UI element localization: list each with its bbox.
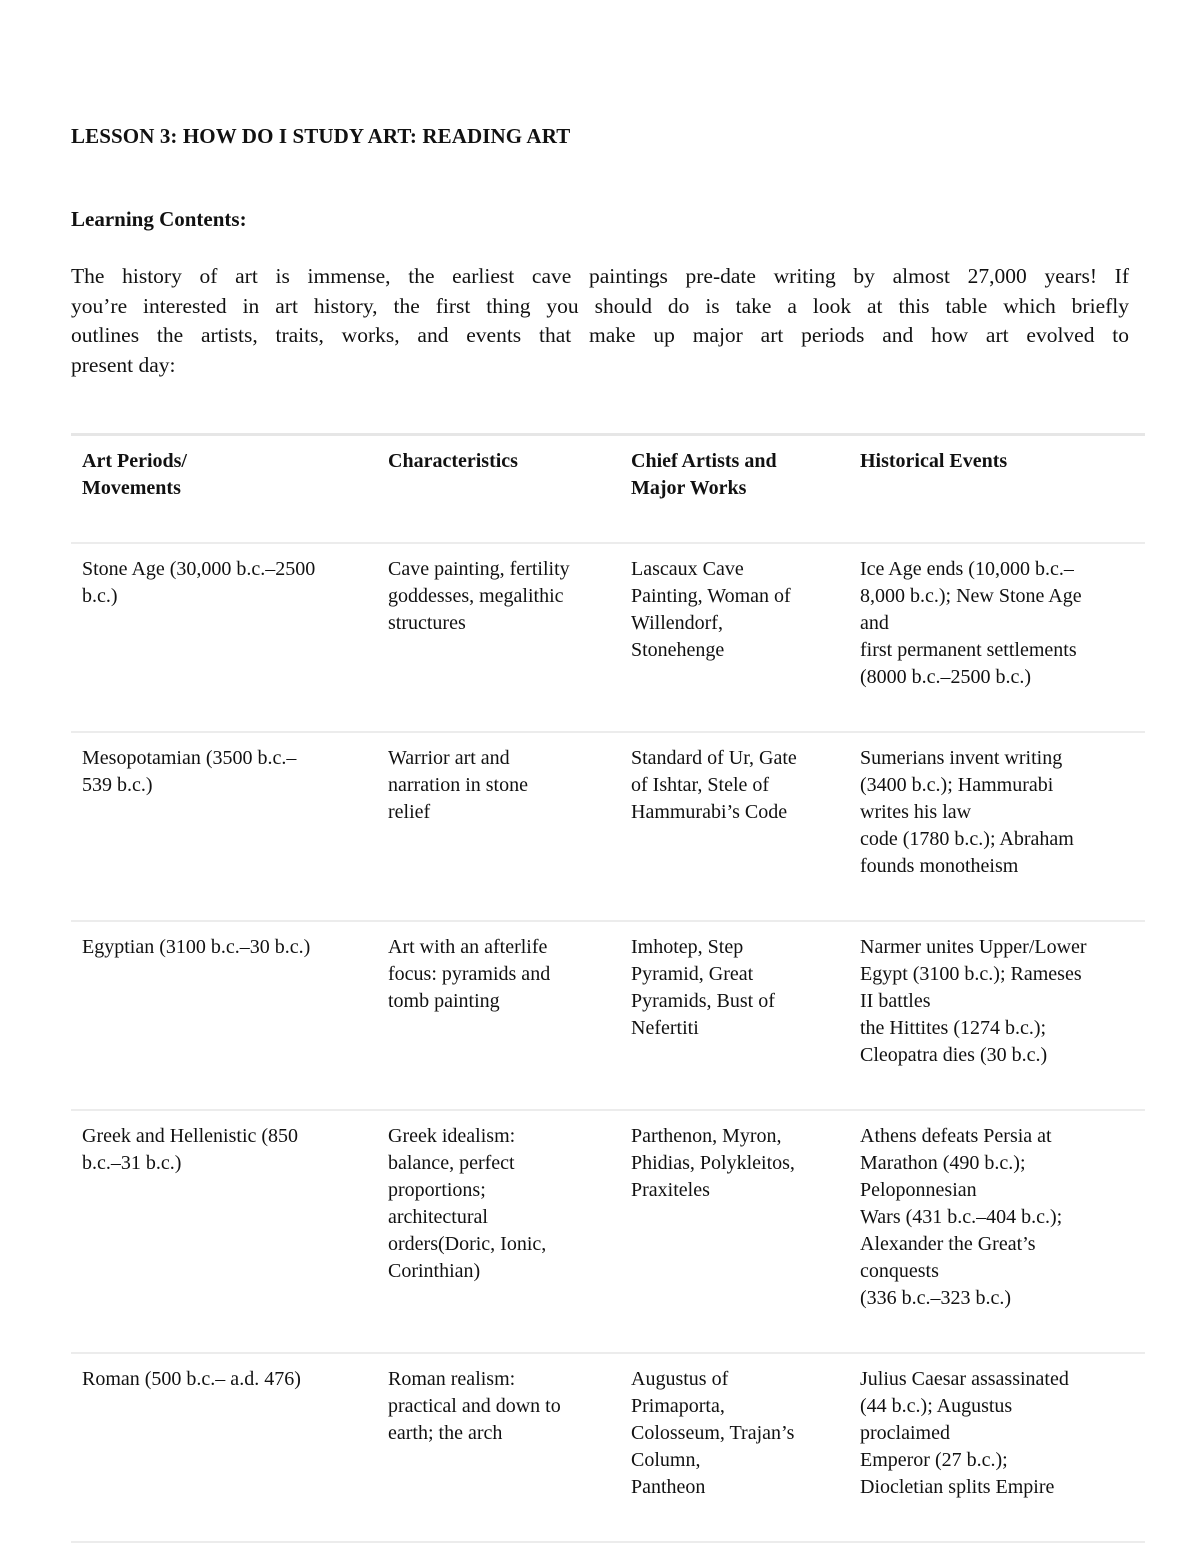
cell-line: Diocletian splits Empire [860,1476,1055,1498]
header-chief-artists [620,436,849,542]
cell-line: Roman realism: [388,1368,516,1390]
cell-line: the Hittites (1274 b.c.); [860,1017,1047,1039]
cell-works [620,733,849,920]
cell-events [849,922,1145,1109]
cell-line: (44 b.c.); Augustus [860,1395,1013,1417]
cell-period [71,1111,377,1352]
cell-line: goddesses, megalithic [388,585,564,607]
cell-line: Mesopotamian (3500 b.c.– [82,747,297,769]
cell-line: first permanent settlements [860,639,1077,661]
cell-line: Roman (500 b.c.– a.d. 476) [82,1368,301,1390]
cell-line: Pyramids, Bust of [631,990,775,1012]
cell-works [620,1111,849,1352]
cell-line: Cleopatra dies (30 b.c.) [860,1044,1048,1066]
table-row [71,1111,1145,1354]
cell-period [71,544,377,731]
cell-line: Narmer unites Upper/Lower [860,936,1087,958]
cell-line: Praxiteles [631,1179,710,1201]
cell-line: Colosseum, Trajan’s [631,1422,795,1444]
cell-line: practical and down to [388,1395,561,1417]
cell-characteristics [377,922,620,1109]
header-historical-events [849,436,1145,542]
cell-line: Warrior art and [388,747,510,769]
cell-line: founds monotheism [860,855,1019,877]
cell-works [620,922,849,1109]
cell-line: proportions; [388,1179,486,1201]
cell-line: Marathon (490 b.c.); [860,1152,1026,1174]
cell-line: Emperor (27 b.c.); [860,1449,1008,1471]
section-heading: Learning Contents: [71,207,247,231]
cell-line: Standard of Ur, Gate [631,747,797,769]
cell-works [620,544,849,731]
cell-line: Augustus of [631,1368,729,1390]
table-row [71,1354,1145,1543]
cell-characteristics [377,1111,620,1352]
cell-line: 539 b.c.) [82,774,153,796]
cell-period [71,733,377,920]
cell-line: Sumerians invent writing [860,747,1063,769]
cell-line: Phidias, Polykleitos, [631,1152,795,1174]
cell-line: Imhotep, Step [631,936,744,958]
cell-line: (8000 b.c.–2500 b.c.) [860,666,1032,688]
cell-line: Willendorf, [631,612,723,634]
cell-line: Lascaux Cave [631,558,744,580]
intro-line: present day: [71,353,176,378]
cell-line: Pantheon [631,1476,706,1498]
cell-line: conquests [860,1260,939,1282]
cell-line: II battles [860,990,931,1012]
cell-events [849,544,1145,731]
cell-line: Corinthian) [388,1260,481,1282]
table-row [71,544,1145,733]
intro-line: you’re interested in art history, the first thing you should do is take a look at this table which briefly [71,293,1129,318]
lesson-title: LESSON 3: HOW DO I STUDY ART: READING ART [71,124,571,148]
cell-line: (3400 b.c.); Hammurabi [860,774,1054,796]
cell-line: b.c.) [82,585,118,607]
cell-characteristics [377,544,620,731]
cell-line: Egypt (3100 b.c.); Rameses [860,963,1082,985]
intro-line: outlines the artists, traits, works, and events that make up major art periods and how art evolved to [71,323,1129,348]
cell-line: relief [388,801,431,823]
header-art-periods [71,436,377,542]
cell-line: Parthenon, Myron, [631,1125,782,1147]
cell-line: tomb painting [388,990,500,1012]
cell-line: Primaporta, [631,1395,725,1417]
cell-line: writes his law [860,801,972,823]
intro-paragraph [71,262,1129,381]
cell-line: Nefertiti [631,1017,699,1039]
cell-line: Wars (431 b.c.–404 b.c.); [860,1206,1063,1228]
cell-line: Stonehenge [631,639,725,661]
cell-line: Greek idealism: [388,1125,516,1147]
cell-line: Hammurabi’s Code [631,801,788,823]
cell-period [71,1354,377,1541]
header-line: Movements [82,477,181,499]
cell-line: and [860,612,889,634]
cell-line: Alexander the Great’s [860,1233,1036,1255]
cell-line: Egyptian (3100 b.c.–30 b.c.) [82,936,311,958]
cell-line: b.c.–31 b.c.) [82,1152,182,1174]
table-row [71,733,1145,922]
cell-line: proclaimed [860,1422,950,1444]
cell-line: Julius Caesar assassinated [860,1368,1069,1390]
cell-line: Peloponnesian [860,1179,977,1201]
cell-line: Art with an afterlife [388,936,548,958]
cell-line: architectural [388,1206,488,1228]
cell-line: of Ishtar, Stele of [631,774,770,796]
cell-line: Greek and Hellenistic (850 [82,1125,299,1147]
cell-line: Athens defeats Persia at [860,1125,1052,1147]
art-periods-table [71,433,1145,1543]
header-line: Major Works [631,477,747,499]
cell-line: structures [388,612,466,634]
cell-line: earth; the arch [388,1422,503,1444]
header-line: Characteristics [388,450,518,472]
cell-line: code (1780 b.c.); Abraham [860,828,1074,850]
cell-line: Ice Age ends (10,000 b.c.– [860,558,1074,580]
cell-works [620,1354,849,1541]
table-header-row [71,436,1145,544]
cell-line: Cave painting, fertility [388,558,570,580]
cell-line: (336 b.c.–323 b.c.) [860,1287,1012,1309]
table-row [71,922,1145,1111]
cell-line: orders(Doric, Ionic, [388,1233,547,1255]
cell-events [849,1111,1145,1352]
cell-events [849,1354,1145,1541]
header-line: Chief Artists and [631,450,777,472]
header-characteristics [377,436,620,542]
cell-line: Stone Age (30,000 b.c.–2500 [82,558,316,580]
cell-line: Painting, Woman of [631,585,791,607]
cell-characteristics [377,733,620,920]
cell-line: balance, perfect [388,1152,515,1174]
intro-line: The history of art is immense, the earliest cave paintings pre-date writing by almost 27,000 years! If [71,264,1129,288]
cell-period [71,922,377,1109]
header-line: Art Periods/ [82,450,187,472]
cell-line: 8,000 b.c.); New Stone Age [860,585,1082,607]
cell-line: Column, [631,1449,701,1471]
cell-line: narration in stone [388,774,528,796]
cell-events [849,733,1145,920]
cell-characteristics [377,1354,620,1541]
cell-line: focus: pyramids and [388,963,551,985]
cell-line: Pyramid, Great [631,963,754,985]
header-line: Historical Events [860,450,1008,472]
